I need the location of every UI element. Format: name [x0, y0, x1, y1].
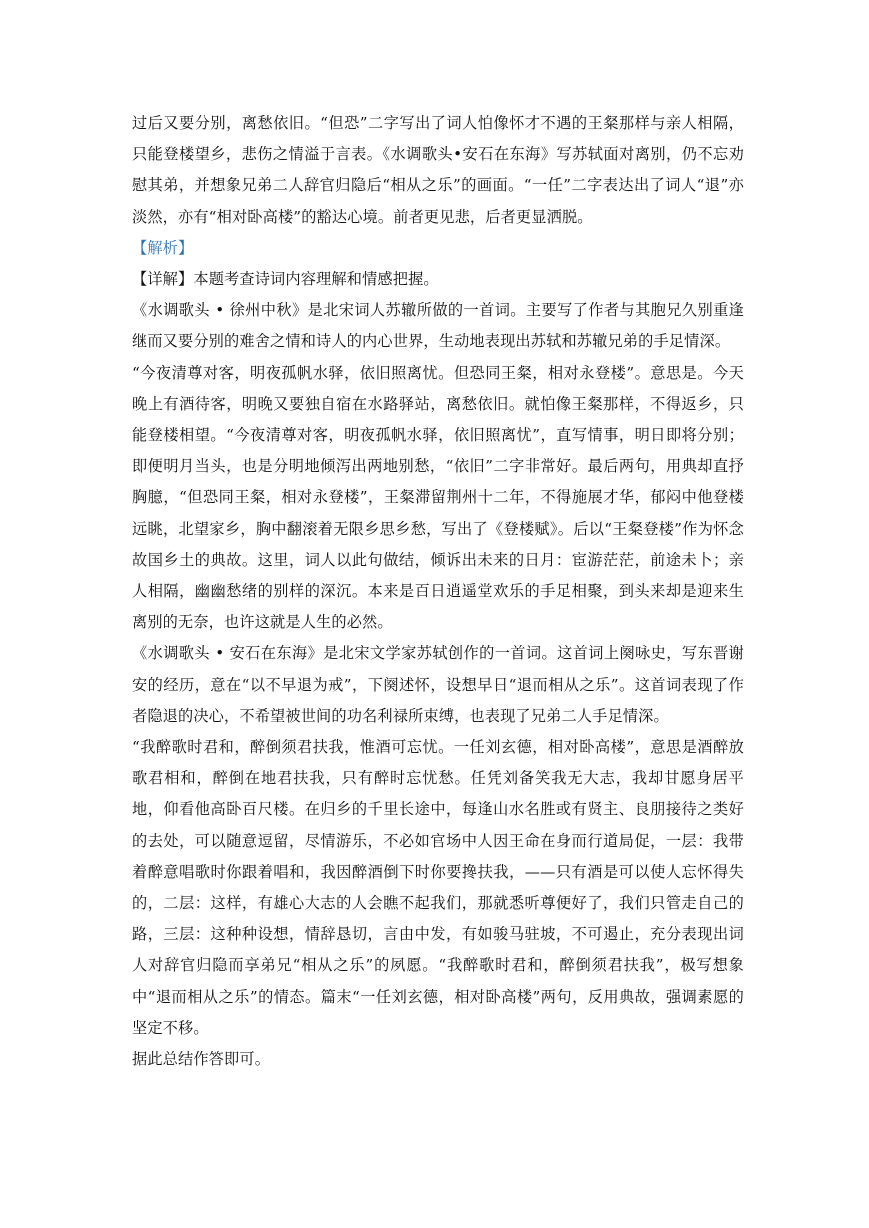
document-body	[132, 108, 744, 1075]
detail-text: 本题考查诗词内容理解和情感把握。	[193, 270, 439, 289]
analysis-section-tag: 【解析】	[132, 238, 194, 257]
analysis-paragraph-1: 《水调歌头 • 徐州中秋》是北宋词人苏辙所做的一首词。主要写了作者与其胞兄久别重逢继而又要分别的难舍之情和诗人的内心世界，生动地表现出苏轼和苏辙兄弟的手足情深。	[132, 301, 744, 351]
conclusion-paragraph: 据此总结作答即可。	[132, 1050, 271, 1069]
analysis-paragraph-4: “我醉歌时君和，醉倒须君扶我，惟酒可忘忧。一任刘玄德，相对卧高楼”，意思是酒醉放歌君相和，醉倒在地君扶我，只有醉时忘忧愁。任凭刘备笑我无大志，我却甘愿身居平地，仰看他高卧百尺楼。在归乡的千里长途中，每逢山水名胜或有贤主、良朋接待之类好的去处，可以随意逗留，尽情游乐，不必如官场中人因王命在身而行道局促，一层：我带着醉意唱歌时你跟着唱和，我因醉酒倒下时你要搀扶我，——只有酒是可以使人忘怀得失的，二层：这样，有雄心大志的人会瞧不起我们，那就悉听尊便好了，我们只管走自己的路，三层：这种种设想，情辞恳切，言由中发，有如骏马驻坡，不可遏止，充分表现出词人对辞官归隐而享弟兄“相从之乐”的夙愿。“我醉歌时君和，醉倒须君扶我”，极写想象中“退而相从之乐”的情态。篇末“一任刘玄德，相对卧高楼”两句，反用典故，强调素愿的坚定不移。	[132, 738, 744, 1037]
analysis-paragraph-2: “今夜清尊对客，明夜孤帆水驿，依旧照离忧。但恐同王粲，相对永登楼”。意思是。今天晚上有酒待客，明晚又要独自宿在水路驿站，离愁依旧。就怕像王粲那样，不得返乡，只能登楼相望。“今夜清尊对客，明夜孤帆水驿，依旧照离忧”，直写情事，明日即将分别；即便明月当头，也是分明地倾泻出两地别愁，“依旧”二字非常好。最后两句，用典却直抒胸臆，“但恐同王粲，相对永登楼”，王粲滞留荆州十二年，不得施展才华，郁闷中他登楼远眺，北望家乡，胸中翻滚着无限乡思乡愁，写出了《登楼赋》。后以“王粲登楼”作为怀念故国乡土的典故。这里，词人以此句做结，倾诉出未来的日月：宦游茫茫，前途未卜；亲人相隔，幽幽愁绪的别样的深沉。本来是百日逍遥堂欢乐的手足相聚，到头来却是迎来生离别的无奈，也许这就是人生的必然。	[132, 363, 744, 632]
answer-continuation-paragraph: 过后又要分别，离愁依旧。“但恐”二字写出了词人怕像怀才不遇的王粲那样与亲人相隔，只能登楼望乡，悲伤之情溢于言表。《水调歌头•安石在东海》写苏轼面对离别，仍不忘劝慰其弟，并想象兄弟二人辞官归隐后“相从之乐”的画面。“一任”二字表达出了词人“退”亦淡然，亦有“相对卧高楼”的豁达心境。前者更见悲，后者更显洒脱。	[132, 114, 744, 226]
detail-paragraph	[132, 264, 744, 295]
analysis-paragraph-3: 《水调歌头 • 安石在东海》是北宋文学家苏轼创作的一首词。这首词上阕咏史，写东晋谢安的经历，意在“以不早退为戒”，下阕述怀，设想早日“退而相从之乐”。这首词表现了作者隐退的决心，不希望被世间的功名利禄所束缚，也表现了兄弟二人手足情深。	[132, 644, 744, 725]
detail-label: 【详解】	[132, 270, 194, 289]
